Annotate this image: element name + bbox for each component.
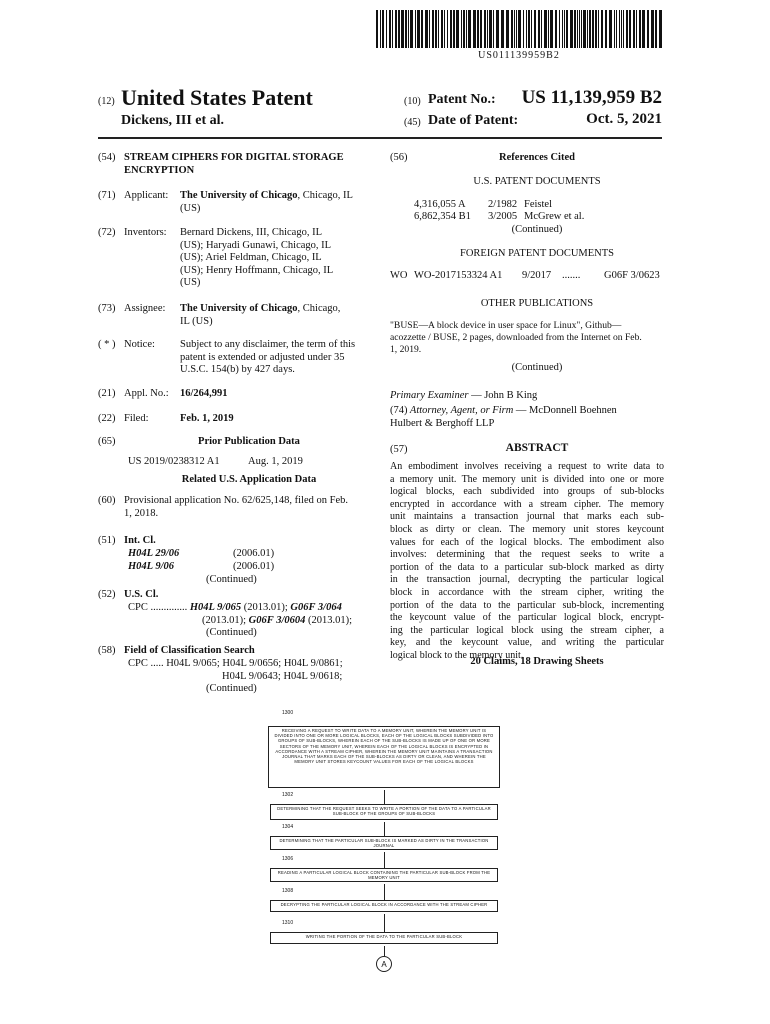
flowchart-arrow <box>384 852 385 868</box>
inventor-line: (US); Ariel Feldman, Chicago, IL <box>180 252 322 264</box>
barcode-bar <box>415 10 416 48</box>
patent-no-label: Patent No.: <box>428 92 496 107</box>
cpc-class: G06F 3/064 <box>290 602 342 613</box>
barcode-bar <box>621 10 622 48</box>
step-number: 1306 <box>282 856 294 862</box>
references-cited-title: References Cited <box>499 152 575 163</box>
foreign-date: 9/2017 <box>522 270 552 281</box>
appl-no: 16/264,991 <box>180 388 228 399</box>
barcode-bar <box>538 10 540 48</box>
right-column <box>390 152 664 692</box>
abstract-line: a memory unit. The memory unit is divided into one or more <box>390 473 664 485</box>
patent-type-title: United States Patent <box>121 85 313 110</box>
code-65: (65) <box>98 436 116 447</box>
inventors-list <box>180 227 372 290</box>
notice-text <box>180 339 372 377</box>
code-52: (52) <box>98 589 116 600</box>
barcode-bar <box>376 10 378 48</box>
applicant <box>180 190 372 215</box>
barcode-bar <box>531 10 532 48</box>
barcode-bar <box>581 10 582 48</box>
claims-summary: 20 Claims, 18 Drawing Sheets <box>470 656 604 667</box>
prior-publication-number: US 2019/0238312 A1 <box>128 456 220 467</box>
flowchart-step-box: DECRYPTING THE PARTICULAR LOGICAL BLOCK IN ACCORDANCE WITH THE STREAM CIPHER <box>270 900 498 912</box>
flowchart-step-box: DETERMINING THAT THE REQUEST SEEKS TO WRITE A PORTION OF THE DATA TO A PARTICULAR SUB-BLOCK OF THE GROUPS OF SUB-BLOCKS <box>270 804 498 820</box>
provisional-line: 1, 2018. <box>124 507 159 519</box>
filed-date: Feb. 1, 2019 <box>180 413 234 424</box>
barcode-bar <box>389 10 391 48</box>
int-cl-class: H04L 9/06 <box>128 561 174 572</box>
abstract-line: values for each of the logical blocks. The embodiment also <box>390 536 664 548</box>
notice-line: patent is extended or adjusted under 35 <box>180 351 345 363</box>
flowchart-arrow <box>384 946 385 956</box>
flowchart-arrow <box>384 790 385 804</box>
us-docs-continued: (Continued) <box>511 224 563 235</box>
notice-label: Notice: <box>124 339 155 350</box>
code-74: (74) <box>390 405 408 416</box>
attorney-label: Attorney, Agent, or Firm <box>407 405 514 416</box>
barcode-bar <box>506 10 509 48</box>
barcode-bar <box>583 10 586 48</box>
attorney <box>390 405 664 430</box>
prior-publication-date: Aug. 1, 2019 <box>248 456 303 467</box>
barcode-bar <box>601 10 603 48</box>
flowchart-arrow <box>384 822 385 836</box>
code-12: (12) <box>98 96 115 107</box>
abstract-line: logical block to the memory unit. <box>390 649 524 661</box>
abstract-line: unit maintains a transaction journal that marks each sub- <box>390 511 664 523</box>
primary-examiner <box>390 390 664 403</box>
barcode-bar <box>395 10 397 48</box>
abstract-line: block in accordance with the stream cipher, writing the <box>390 586 664 598</box>
code-21: (21) <box>98 388 116 399</box>
barcode-bar <box>429 10 430 48</box>
barcode-bar <box>432 10 434 48</box>
barcode-bar <box>570 10 573 48</box>
other-publications-continued: (Continued) <box>511 362 563 373</box>
barcode-bar <box>623 10 624 48</box>
us-doc-number: 6,862,354 B1 <box>414 211 471 222</box>
abstract-line: logical blocks, each subdivided into groups of sub-blocks <box>390 486 664 498</box>
examiner-name: — John B King <box>468 390 538 401</box>
barcode-bar <box>480 10 482 48</box>
barcode-bar <box>595 10 597 48</box>
us-doc-name: Feistel <box>524 199 552 210</box>
step-number: 1304 <box>282 824 294 830</box>
barcode-bar <box>629 10 631 48</box>
barcode-bar <box>566 10 568 48</box>
appl-no-label: Appl. No.: <box>124 388 169 399</box>
barcode-bar <box>616 10 617 48</box>
flowchart-arrow <box>384 914 385 932</box>
invention-title: STREAM CIPHERS FOR DIGITAL STORAGE ENCRYPTION <box>124 152 344 176</box>
barcode-bar <box>544 10 547 48</box>
barcode-bar <box>468 10 471 48</box>
cpc-dots: .............. <box>150 602 188 613</box>
other-publications-title: OTHER PUBLICATIONS <box>480 298 594 309</box>
barcode-bar <box>636 10 637 48</box>
barcode-bar <box>609 10 612 48</box>
barcode-bar <box>550 10 553 48</box>
flowchart-step-box: WRITING THE PORTION OF THE DATA TO THE PARTICULAR SUB-BLOCK <box>270 932 498 944</box>
barcode-bar <box>450 10 452 48</box>
barcode-bar <box>655 10 657 48</box>
abstract-line: key, and the keycount value, and writing the particular <box>390 637 664 649</box>
barcode-bar <box>514 10 515 48</box>
code-72: (72) <box>98 227 116 238</box>
barcode-bar <box>435 10 437 48</box>
int-cl-year: (2006.01) <box>233 561 275 572</box>
cpc-year: (2013.01); <box>241 602 291 613</box>
step-number: 1300 <box>282 710 294 716</box>
us-doc-number: 4,316,055 A <box>414 199 466 210</box>
cpc-class: H04L 9/065 <box>189 602 242 613</box>
code-51: (51) <box>98 535 116 546</box>
foreign-dots: ....... <box>562 270 581 281</box>
barcode-bar <box>534 10 536 48</box>
us-cl-title: U.S. Cl. <box>124 589 159 600</box>
assignee-name: The University of Chicago <box>180 303 298 314</box>
patent-number: US 11,139,959 B2 <box>521 87 662 108</box>
abstract-line: encrypted in accordance with a stream cipher. The memory <box>390 498 664 510</box>
barcode-bar <box>392 10 393 48</box>
provisional-line: Provisional application No. 62/625,148, filed on Feb. <box>124 495 348 506</box>
barcode-bar <box>473 10 476 48</box>
flowchart-step-box: RECEIVING A REQUEST TO WRITE DATA TO A MEMORY UNIT, WHEREIN THE MEMORY UNIT IS DIVIDED INTO ONE OR MORE LOGICAL BLOCKS, EACH OF THE LOGICAL BLOCKS SUBDIVIDED INTO GROUPS OF SUB-BLOCKS, WHEREIN EACH OF THE SUB-BLOCKS IS MADE UP OF ONE OR MORE SECTORS OF THE MEMORY UNIT, WHEREIN EACH OF THE LOGICAL BLOCKS IS ENCRYPTED IN ACCORDANCE WITH A STREAM CIPHER, WHEREIN THE MEMORY UNIT MAINTAINS A TRANSACTION JOURNAL THAT MARKS EACH OF THE SUB-BLOCKS AS DIRTY OR CLEAN, AND WHEREIN THE MEMORY UNIT STORES KEYCOUNT VALUES FOR EACH OF THE LOGICAL BLOCKS <box>268 726 500 788</box>
barcode-bar <box>410 10 413 48</box>
barcode-bar <box>518 10 521 48</box>
filed-label: Filed: <box>124 413 149 424</box>
abstract-title: ABSTRACT <box>505 442 569 454</box>
barcode-bar <box>380 10 381 48</box>
barcode-bar <box>405 10 407 48</box>
abstract-line: portion of the data to a particular sub-block marked as dirty <box>390 561 664 573</box>
abstract-line: portion of the data to the particular sub-block, incrementing <box>390 599 664 611</box>
publication-number: US011139959B2 <box>478 50 560 61</box>
notice-code: ( * ) <box>98 339 116 350</box>
barcode-bar <box>447 10 448 48</box>
code-54: (54) <box>98 152 116 163</box>
barcode-bar <box>386 10 387 48</box>
abstract-line: An embodiment involves receiving a request to write data to <box>390 461 664 472</box>
int-cl-year: (2006.01) <box>233 548 275 559</box>
notice-line: Subject to any disclaimer, the term of this <box>180 339 356 350</box>
barcode-bar <box>523 10 524 48</box>
barcode-bar <box>466 10 467 48</box>
barcode-bar <box>598 10 599 48</box>
code-22: (22) <box>98 413 116 424</box>
flowchart-connector: A <box>376 956 392 972</box>
us-doc-date: 2/1982 <box>488 199 518 210</box>
field-search-line: H04L 9/0643; H04L 9/0618; <box>222 670 343 682</box>
inventors-short: Dickens, III et al. <box>121 113 225 128</box>
barcode-bar <box>421 10 423 48</box>
barcode-bar <box>639 10 641 48</box>
barcode-bar <box>528 10 530 48</box>
barcode-bar <box>493 10 494 48</box>
barcode-bar <box>477 10 479 48</box>
barcode-bar <box>496 10 499 48</box>
header-rule <box>98 137 662 139</box>
barcode-bar <box>516 10 517 48</box>
abstract-line: in the transaction journal, decrypting the particular logical <box>390 574 664 586</box>
barcode-bar <box>444 10 445 48</box>
related-app-title: Related U.S. Application Data <box>181 474 317 485</box>
barcode-bar <box>489 10 492 48</box>
barcode-bar <box>408 10 409 48</box>
barcode-bar <box>555 10 557 48</box>
flowchart-arrow <box>384 884 385 900</box>
other-publication-line: "BUSE—A block device in user space for Linux", Github— <box>390 320 622 331</box>
barcode-bar <box>438 10 439 48</box>
int-cl-continued: (Continued) <box>206 574 257 585</box>
barcode-bar <box>574 10 576 48</box>
foreign-number: WO-2017153324 A1 <box>414 270 503 281</box>
field-search-line: CPC ..... H04L 9/065; H04L 9/0656; H04L 9/0861; <box>128 658 343 669</box>
foreign-cc: WO <box>390 270 408 281</box>
assignee <box>180 303 372 328</box>
abstract-body <box>390 461 664 663</box>
barcode-bar <box>501 10 504 48</box>
inventor-line: (US) <box>180 277 201 289</box>
step-number: 1310 <box>282 920 294 926</box>
applicant-label: Applicant: <box>124 190 169 201</box>
barcode-bar <box>441 10 443 48</box>
cpc-year: (2013.01); <box>202 614 249 626</box>
code-10: (10) <box>404 96 421 107</box>
barcode-bar <box>605 10 607 48</box>
barcode-bar <box>564 10 565 48</box>
us-patent-docs-title: U.S. PATENT DOCUMENTS <box>473 176 601 187</box>
barcode-bar <box>382 10 384 48</box>
us-cl-continued: (Continued) <box>206 627 257 639</box>
barcode-bar <box>577 10 578 48</box>
provisional-app <box>124 495 376 520</box>
other-publication <box>390 320 664 356</box>
field-search-continued: (Continued) <box>206 683 257 695</box>
examiner-label: Primary Examiner <box>390 390 469 401</box>
date-of-patent-label: Date of Patent: <box>428 113 519 128</box>
representative-figure <box>250 710 520 978</box>
code-73: (73) <box>98 303 116 314</box>
barcode-bar <box>642 10 645 48</box>
int-cl-title: Int. Cl. <box>124 535 156 546</box>
date-of-patent: Oct. 5, 2021 <box>586 111 662 127</box>
barcode-graphic <box>376 10 662 50</box>
prior-publication-title: Prior Publication Data <box>198 436 300 447</box>
barcode-bar <box>592 10 594 48</box>
barcode-bar <box>589 10 591 48</box>
flowchart-step-box: READING A PARTICULAR LOGICAL BLOCK CONTAINING THE PARTICULAR SUB-BLOCK FROM THE MEMORY UNIT <box>270 868 498 882</box>
other-publication-line: 1, 2019. <box>390 344 422 355</box>
inventor-line: (US); Henry Hoffmann, Chicago, IL <box>180 264 334 276</box>
assignee-location-2: IL (US) <box>180 315 213 327</box>
barcode-bar <box>626 10 628 48</box>
notice-line: U.S.C. 154(b) by 427 days. <box>180 364 295 376</box>
barcode-bar <box>484 10 486 48</box>
barcode-bar <box>633 10 635 48</box>
assignee-location: , Chicago, <box>297 303 341 314</box>
applicant-location: , Chicago, IL (US) <box>180 190 353 214</box>
barcode-bar <box>587 10 588 48</box>
us-cl-cpc <box>128 602 378 640</box>
other-publication-line: acozzette / BUSE, 2 pages, downloaded from the Internet on Feb. <box>390 332 642 343</box>
foreign-docs-title: FOREIGN PATENT DOCUMENTS <box>459 248 615 259</box>
abstract-line: involves: determining that the request seeks to write a <box>390 549 664 561</box>
barcode-bar <box>659 10 662 48</box>
barcode-bar <box>651 10 654 48</box>
barcode-bar <box>463 10 465 48</box>
cpc-class: G06F 3/0604 <box>248 614 306 626</box>
code-60: (60) <box>98 495 116 506</box>
barcode-bar <box>526 10 527 48</box>
int-cl-class: H04L 29/06 <box>128 548 180 559</box>
flowchart-step-box: DETERMINING THAT THE PARTICULAR SUB-BLOCK IS MARKED AS DIRTY IN THE TRANSACTION JOURNAL <box>270 836 498 850</box>
barcode-bar <box>511 10 513 48</box>
barcode-bar <box>559 10 560 48</box>
code-58: (58) <box>98 645 116 656</box>
barcode-bar <box>579 10 580 48</box>
barcode-bar <box>562 10 563 48</box>
abstract-line: block as dirty or clean. The memory unit stores keycount <box>390 523 664 535</box>
assignee-label: Assignee: <box>124 303 166 314</box>
inventor-line: Bernard Dickens, III, Chicago, IL <box>180 227 322 238</box>
cpc-year: (2013.01); <box>305 614 353 626</box>
step-number: 1302 <box>282 792 294 798</box>
barcode-bar <box>401 10 404 48</box>
barcode <box>376 10 662 52</box>
barcode-bar <box>398 10 400 48</box>
left-column <box>98 152 378 695</box>
code-56: (56) <box>390 152 408 163</box>
attorney-name-2: Hulbert & Berghoff LLP <box>390 417 495 429</box>
barcode-bar <box>461 10 462 48</box>
inventors-label: Inventors: <box>124 227 167 238</box>
barcode-bar <box>548 10 549 48</box>
attorney-name: — McDonnell Boehnen <box>513 405 617 416</box>
barcode-bar <box>456 10 459 48</box>
barcode-bar <box>425 10 428 48</box>
barcode-bar <box>647 10 649 48</box>
foreign-class: G06F 3/0623 <box>604 270 660 281</box>
code-71: (71) <box>98 190 116 201</box>
us-doc-name: McGrew et al. <box>524 211 585 222</box>
code-45: (45) <box>404 117 421 128</box>
barcode-bar <box>417 10 420 48</box>
cpc-label: CPC <box>128 602 148 613</box>
barcode-bar <box>541 10 542 48</box>
barcode-bar <box>453 10 455 48</box>
barcode-bar <box>614 10 615 48</box>
us-doc-date: 3/2005 <box>488 211 518 222</box>
field-search-cpc <box>128 658 378 696</box>
abstract-line: ing the particular logical block using the stream cipher, a <box>390 624 664 636</box>
abstract-line: the keycount value of the particular logical block, encrypt- <box>390 612 664 624</box>
code-57: (57) <box>390 444 408 455</box>
inventor-line: (US); Haryadi Gunawi, Chicago, IL <box>180 239 332 251</box>
barcode-bar <box>619 10 620 48</box>
barcode-bar <box>487 10 488 48</box>
applicant-name: The University of Chicago <box>180 190 298 201</box>
step-number: 1308 <box>282 888 294 894</box>
field-search-title: Field of Classification Search <box>124 645 255 656</box>
